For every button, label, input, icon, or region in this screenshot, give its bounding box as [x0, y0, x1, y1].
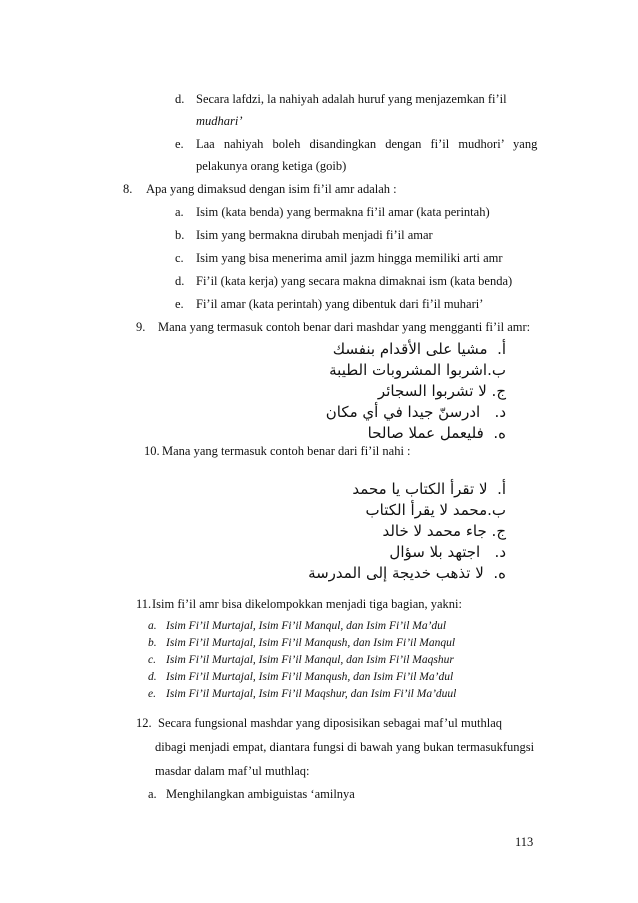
q10-option-ha-label: ه.: [493, 564, 506, 582]
q7-option-d-line1: [196, 93, 556, 106]
q10-option-ba-label: ب.: [487, 501, 506, 519]
q8-option-e-label: e.: [175, 297, 184, 311]
q8-option-e-text: Fi’il amar (kata perintah) yang dibentuk dari fi’il muhari’: [196, 297, 484, 311]
q11-option-b-text: Isim Fi’il Murtajal, Isim Fi’il Manqush, dan Isim Fi’il Manqul: [166, 637, 456, 649]
q12-line2: dibagi menjadi empat, diantara fungsi di bawah yang bukan termasukfungsi: [155, 740, 535, 754]
q7-option-d-text: Secara lafdzi, la nahiyah adalah huruf yang menjazemkan fi’il: [196, 92, 507, 106]
q10-number: 10.: [144, 444, 160, 458]
q9-option-alif: [333, 342, 506, 357]
q11-option-c-text: Isim Fi’il Murtajal, Isim Fi’il Manqul, dan Isim Fi’il Maqshur: [166, 654, 454, 666]
q9-option-ha-text: فليعمل عملا صالحا: [367, 424, 484, 442]
q10-option-jim: [382, 524, 506, 539]
q12-line1: Secara fungsional mashdar yang diposisikan sebagai maf’ul muthlaq: [158, 716, 503, 730]
q9-option-ba: [329, 363, 506, 378]
q9-option-ha-label: ه.: [493, 424, 506, 442]
q11-option-d-text: Isim Fi’il Murtajal, Isim Fi’il Manqush, dan Isim Fi’il Ma’dul: [166, 671, 454, 683]
q8-number: 8.: [123, 182, 133, 196]
q8-question: Apa yang dimaksud dengan isim fi’il amr adalah :: [146, 182, 397, 196]
q9-option-jim: [378, 384, 506, 399]
q9-option-dal-label: د.: [494, 403, 506, 421]
q9-number: 9.: [136, 320, 146, 334]
q11-option-c-label: c.: [148, 654, 156, 666]
q11-option-e-label: e.: [148, 688, 156, 700]
q11-option-e-text: Isim Fi’il Murtajal, Isim Fi’il Maqshur, dan Isim Fi’il Ma’duul: [166, 688, 457, 700]
q10-option-jim-label: ج.: [491, 522, 506, 540]
q7-option-d-line2: mudhari’: [196, 114, 243, 128]
q12-option-a-label: a.: [148, 787, 157, 801]
q10-option-jim-text: جاء محمد لا خالد: [382, 522, 487, 540]
q11-option-b-label: b.: [148, 637, 157, 649]
q9-option-dal: [326, 405, 506, 420]
q8-option-c-text: Isim yang bisa menerima amil jazm hingga memiliki arti amr: [196, 251, 503, 265]
q9-option-alif-label: أ.: [497, 340, 506, 358]
q7-option-e-line1: Laa nahiyah boleh disandingkan dengan fi’il mudhori’ yang: [196, 137, 538, 151]
q7-option-e-label: e.: [175, 137, 184, 151]
q12-line3: masdar dalam maf’ul muthlaq:: [155, 764, 310, 778]
q10-option-alif: [352, 482, 506, 497]
q8-option-b-label: b.: [175, 228, 185, 242]
q7-option-d-label: d.: [175, 92, 185, 106]
q8-option-a-label: a.: [175, 205, 184, 219]
q8-option-d-label: d.: [175, 274, 185, 288]
q8-option-b-text: Isim yang bermakna dirubah menjadi fi’il amar: [196, 228, 433, 242]
q10-option-dal-label: د.: [494, 543, 506, 561]
q10-option-dal-text: اجتهد بلا سؤال: [389, 543, 481, 561]
q12-number: 12.: [136, 716, 152, 730]
q9-option-jim-text: لا تشربوا السجائر: [377, 382, 487, 400]
q11-option-a-text: Isim Fi’il Murtajal, Isim Fi’il Manqul, dan Isim Fi’il Ma’dul: [166, 620, 447, 632]
q10-option-ha-text: لا تذهب خديجة إلى المدرسة: [308, 564, 484, 582]
q10-option-dal: [389, 545, 506, 560]
q10-option-ba: [366, 503, 506, 518]
q11-option-d-label: d.: [148, 671, 157, 683]
q9-option-ha: [368, 426, 506, 441]
q11-question: Isim fi’il amr bisa dikelompokkan menjadi tiga bagian, yakni:: [152, 597, 462, 611]
q9-option-jim-label: ج.: [491, 382, 506, 400]
q7-option-e-line2: pelakunya orang ketiga (goib): [196, 159, 347, 173]
q8-option-c-label: c.: [175, 251, 184, 265]
q9-option-dal-text: ادرسنّ جيدا في أي مكان: [325, 403, 481, 421]
q11-option-a-label: a.: [148, 620, 157, 632]
q10-question: Mana yang termasuk contoh benar dari fi’il nahi :: [162, 444, 411, 458]
q10-option-alif-text: لا تقرأ الكتاب يا محمد: [352, 480, 488, 498]
q12-option-a-text: Menghilangkan ambiguistas ‘amilnya: [166, 787, 355, 801]
q11-number: 11.: [136, 597, 152, 611]
q8-option-d-text: Fi’il (kata kerja) yang secara makna dimaknai ism (kata benda): [196, 274, 513, 288]
q9-option-ba-label: ب.: [487, 361, 506, 379]
q9-option-ba-text: اشربوا المشروبات الطيبة: [329, 361, 488, 379]
q10-option-alif-label: أ.: [497, 480, 506, 498]
q8-option-a-text: Isim (kata benda) yang bermakna fi’il amar (kata perintah): [196, 205, 490, 219]
q10-option-ha: [308, 566, 506, 581]
page-number: 113: [515, 835, 534, 849]
q10-option-ba-text: محمد لا يقرأ الكتاب: [365, 501, 488, 519]
q9-question: Mana yang termasuk contoh benar dari mashdar yang mengganti fi’il amr:: [158, 320, 531, 334]
q9-option-alif-text: مشيا على الأقدام بنفسك: [332, 340, 488, 358]
